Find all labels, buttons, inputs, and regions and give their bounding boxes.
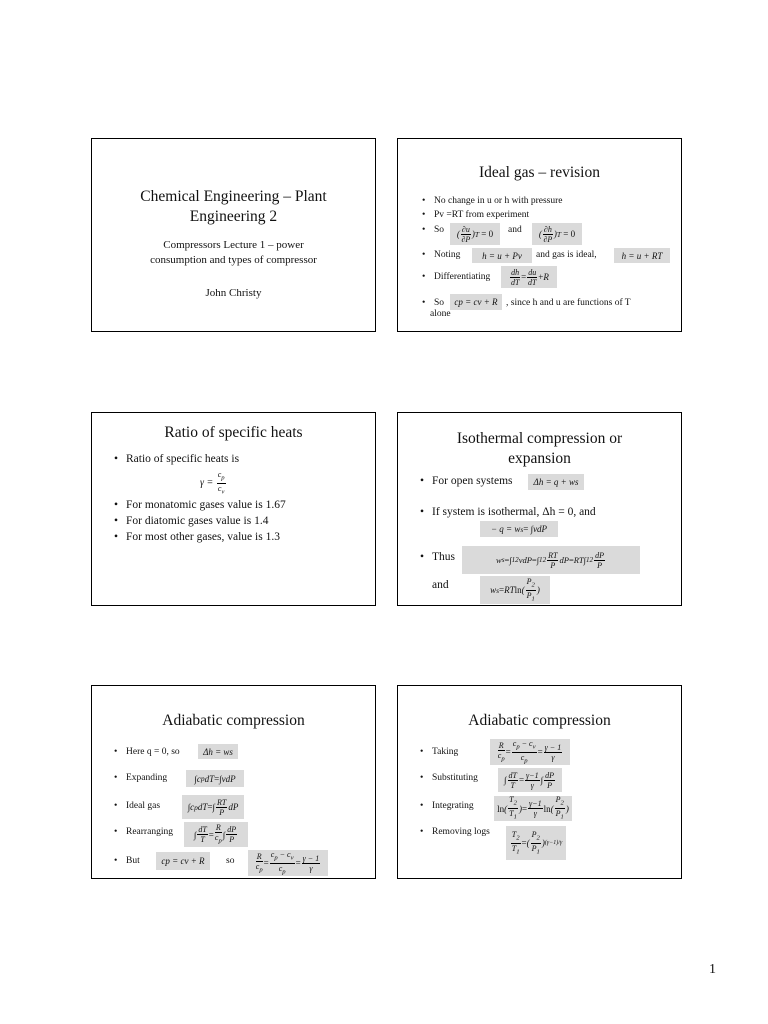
slide6-title: Adiabatic compression bbox=[468, 712, 611, 729]
slide4-eq-thus: w s = ∫ 1 2 vdP = ∫ 1 2 $\frac{RT}{P}$ dP = RT∫ 1 2 $\frac{dP}{P}$ bbox=[462, 546, 640, 574]
slide6-bullet-4: • Removing logs bbox=[420, 827, 490, 837]
slide6-bullet-2: • Substituting bbox=[420, 773, 478, 783]
slide5-so-label: so bbox=[226, 856, 235, 866]
slide2-title: Ideal gas – revision bbox=[479, 164, 600, 181]
slide3-bullet-2: • For monatomic gases value is 1.67 bbox=[114, 499, 286, 511]
slide5-bullet-2: • Expanding bbox=[114, 773, 168, 783]
slide3-bullet-4: • For most other gases, value is 1.3 bbox=[114, 531, 280, 543]
slide4-bullet-2: • If system is isothermal, Δh = 0, and bbox=[420, 506, 596, 518]
slide4-eq-work: − q = w s = ∫ vdP bbox=[480, 521, 558, 537]
slide5-eq-ratio: $\frac{R}{c_p}$ = $\frac{c_p - c_v}{c_p}$ = $\frac{\gamma - 1}{\gamma}$ bbox=[248, 850, 328, 876]
slide2-eq-h-def: h = u + Pv bbox=[472, 248, 532, 263]
slide2-eq-cp: cp = cv + R bbox=[450, 294, 502, 310]
slide1-author: John Christy bbox=[205, 287, 262, 299]
slide-specific-heats bbox=[91, 412, 376, 606]
slide2-bullet-6: • So bbox=[422, 298, 445, 308]
slide2-gas-ideal-label: and gas is ideal, bbox=[536, 250, 597, 260]
slide5-eq-rearrange: ∫ $\frac{dT}{T}$ = $\frac{R}{c_p}$ ∫ $\frac{dP}{P}$ bbox=[184, 822, 248, 847]
slide5-eq-dh: Δh = ws bbox=[198, 744, 238, 759]
slide4-eq-ln: w s = RT ln ( $\frac{P_2}{P_1}$ ) bbox=[480, 576, 550, 604]
slide2-eq-h-rt: h = u + RT bbox=[614, 248, 670, 263]
slide1-title-line1: Chemical Engineering – Plant bbox=[140, 188, 327, 205]
slide3-bullet-1: • Ratio of specific heats is bbox=[114, 453, 240, 465]
slide1-subtitle-line1: Compressors Lecture 1 – power bbox=[163, 239, 304, 251]
slide4-bullet-3: • Thus bbox=[420, 551, 455, 563]
slide2-bullet-5: • Differentiating bbox=[422, 272, 491, 282]
slide2-eq-diff: $\frac{dh}{dT}$ = $\frac{du}{dT}$ + R bbox=[501, 266, 557, 288]
slide6-eq-integrate: ln ( $\frac{T_2}{T_1}$ ) = $\frac{\gamma-1}{\gamma}$ ln ( $\frac{P_2}{P_1}$ ) bbox=[494, 796, 572, 821]
slide1-title-line2: Engineering 2 bbox=[189, 208, 278, 225]
slide2-bullet-2: • Pv =RT from experiment bbox=[422, 210, 530, 220]
slide3-eq-gamma: γ = $\frac{c_p}{c_v}$ bbox=[200, 470, 225, 496]
slide4-and-label: and bbox=[432, 579, 449, 591]
slide6-bullet-1: • Taking bbox=[420, 747, 459, 757]
slide5-bullet-1: • Here q = 0, so bbox=[114, 747, 180, 757]
slide5-bullet-3: • Ideal gas bbox=[114, 801, 161, 811]
slide4-title-line1: Isothermal compression or bbox=[456, 430, 623, 447]
slide5-title: Adiabatic compression bbox=[162, 712, 305, 729]
slide4-title-line2: expansion bbox=[508, 450, 571, 467]
slide2-bullet-1: • No change in u or h with pressure bbox=[422, 196, 563, 206]
slide3-title: Ratio of specific heats bbox=[164, 424, 303, 441]
slide6-eq-remove-logs: $\frac{T_2}{T_1}$ = ( $\frac{P_2}{P_1}$ ) (γ−1)/γ bbox=[506, 826, 566, 860]
slide1-subtitle-line2: consumption and types of compressor bbox=[150, 254, 317, 266]
slide4-eq-open: Δh = q + ws bbox=[528, 474, 584, 490]
slide2-eq-du: ( $\frac{\partial u}{\partial P}$ ) T = 0 bbox=[450, 223, 500, 245]
slide-ideal-gas bbox=[397, 138, 682, 332]
slide2-bullet-4: • Noting bbox=[422, 250, 461, 260]
slide2-bullet-3: • So bbox=[422, 225, 445, 235]
slide5-bullet-4: • Rearranging bbox=[114, 827, 173, 837]
slide6-eq-taking: $\frac{R}{c_p}$ = $\frac{c_p - c_v}{c_p}$ = $\frac{\gamma - 1}{\gamma}$ bbox=[490, 739, 570, 765]
slide2-eq-dh: ( $\frac{\partial h}{\partial P}$ ) T = 0 bbox=[532, 223, 582, 245]
slide-adiabatic-2 bbox=[397, 685, 682, 879]
slide5-bullet-5: • But bbox=[114, 856, 140, 866]
slide-isothermal bbox=[397, 412, 682, 606]
slide2-and-label: and bbox=[508, 225, 522, 235]
slide5-eq-cp: cp = cv + R bbox=[156, 852, 210, 870]
slide-adiabatic-1 bbox=[91, 685, 376, 879]
slide3-bullet-3: • For diatomic gases value is 1.4 bbox=[114, 515, 269, 527]
slide-title bbox=[91, 138, 376, 332]
slide5-eq-ideal: ∫c p dT = ∫ $\frac{RT}{P}$ dP bbox=[182, 795, 244, 819]
slide2-alone-text: alone bbox=[430, 309, 451, 319]
slide5-eq-expand: ∫c p dT = ∫vdP bbox=[186, 770, 244, 787]
slide6-bullet-3: • Integrating bbox=[420, 801, 474, 811]
page-number: 1 bbox=[709, 962, 716, 977]
slide6-eq-substitute: ∫ $\frac{dT}{T}$ = $\frac{\gamma-1}{\gamma}$ ∫ $\frac{dP}{P}$ bbox=[498, 768, 562, 792]
slide4-bullet-1: • For open systems bbox=[420, 475, 513, 487]
slide2-since-text: , since h and u are functions of T bbox=[506, 298, 631, 308]
